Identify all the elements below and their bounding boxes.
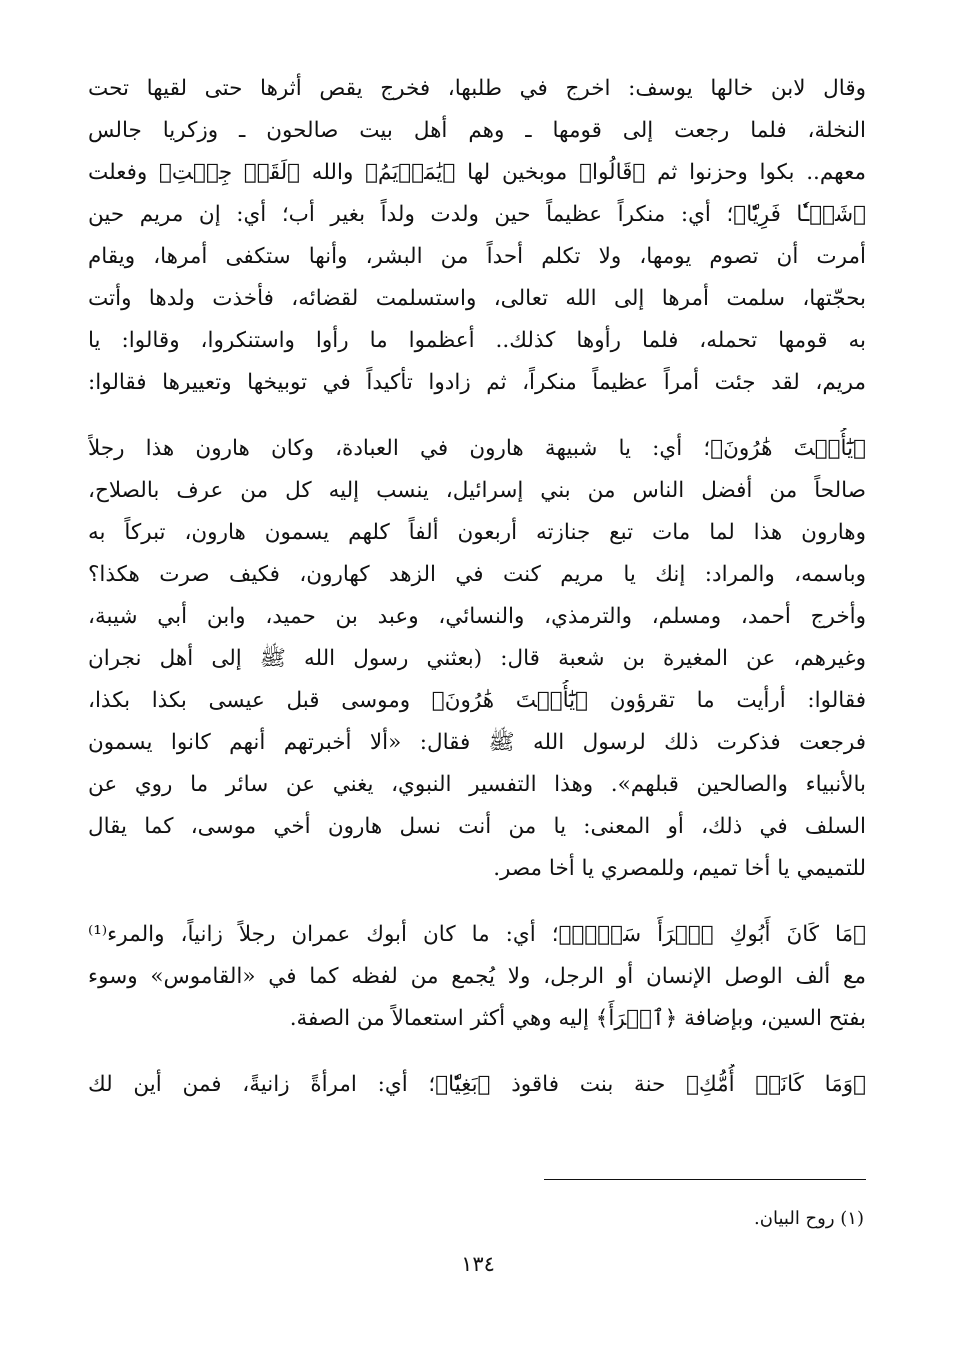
text-line: النخلة، فلما رجعت إلى قومها ـ وهم أهل بيت صالحون ـ وزكريا جالس bbox=[88, 118, 866, 143]
text-line: وغيرهم، عن المغيرة بن شعبة قال: (بعثني رسول الله ﷺ إلى أهل نجران bbox=[88, 646, 866, 671]
paragraph-2 bbox=[88, 428, 866, 890]
text-line: ﴿مَا كَانَ أَبُوكِ ٱمۡرَأَ سَوۡءٖ﴾؛ أي: ما كان أبوك عمران رجلاً زانياً، والمرء⁽¹⁾ bbox=[88, 922, 866, 947]
paragraph-spacer bbox=[88, 890, 866, 914]
text-line: السلف في ذلك، أو المعنى: يا من أنت نسل هارون أخي موسى، كما يقال bbox=[88, 814, 866, 839]
text-line: وأخرج أحمد، ومسلم، والترمذي، والنسائي، وعبد بن حميد، وابن أبي شيبة، bbox=[88, 604, 866, 629]
paragraph-spacer bbox=[88, 404, 866, 428]
text-line: للتميمي يا أخا تميم، وللمصري يا أخا مصر. bbox=[493, 856, 866, 881]
paragraph-4 bbox=[88, 1064, 866, 1106]
text-line: مريم، لقد جئت أمراً عظيماً منكراً، ثم زادوا تأكيداً في توبيخها وتعييرها فقالوا: bbox=[88, 370, 866, 395]
text-line: بالأنبياء والصالحين قبلهم». وهذا التفسير النبوي، يغني عن سائر ما روي عن bbox=[88, 772, 866, 797]
text-line: بفتح السين، وبإضافة ﴿ٱمۡرَأَ﴾ إليه وهي أكثر استعمالاً من الصفة. bbox=[289, 1006, 866, 1031]
page-number: ١٣٤ bbox=[461, 1252, 495, 1276]
text-line: معهم.. بكوا وحزنوا ثم ﴿قَالُوا﴾ موبخين لها ﴿يَٰمَرۡيَمُ﴾ والله ﴿لَقَدۡ جِئۡتِ﴾ وفعلت bbox=[88, 160, 866, 185]
text-line: فقالوا: أرأيت ما تقرؤون ﴿يَٰٓأُخۡتَ هَٰرُونَ﴾ وموسى قبل عيسى بكذا بكذا، bbox=[88, 688, 866, 713]
text-line: أمرت أن تصوم يومها، ولا تكلم أحداً من البشر، وأنها ستكفى أمرها، ويقام bbox=[88, 244, 866, 269]
text-line: بحجّتها، سلمت أمرها إلى الله تعالى، واستسلمت لقضائه، فأخذت ولدها وأتت bbox=[88, 286, 866, 311]
page-body bbox=[88, 68, 866, 1106]
text-line: وقال لابن خالها يوسف: اخرج في طلبها، فخرج يقص أثرها حتى لقيها تحت bbox=[88, 76, 866, 101]
paragraph-3 bbox=[88, 914, 866, 1040]
text-line: ﴿شَيۡـٔٗا فَرِيّٗا﴾؛ أي: منكراً عظيماً حين ولدت ولداً بغير أب؛ أي: إن مريم حين bbox=[88, 202, 866, 227]
paragraph-spacer bbox=[88, 1040, 866, 1064]
text-line: وهارون هذا لما مات تبع جنازته أربعون ألفاً كلهم يسمون هارون، تبركاً به bbox=[88, 520, 866, 545]
text-line: فرجعت فذكرت ذلك لرسول الله ﷺ فقال: «ألا أخبرتهم أنهم كانوا يسمون bbox=[88, 730, 866, 755]
footnote-divider bbox=[544, 1179, 866, 1180]
text-line: به قومها تحمله، فلما رأوها كذلك.. أعظموا ما رأوا واستنكروا، وقالوا: يا bbox=[88, 328, 866, 353]
text-line: وباسمه، والمراد: إنك يا مريم كنت في الزهد كهارون، فكيف صرت هكذا؟ bbox=[88, 562, 866, 587]
text-line: ﴿يَٰٓأُخۡتَ هَٰرُونَ﴾؛ أي: يا شبيهة هارون في العبادة، وكان هارون هذا رجلاً bbox=[88, 436, 866, 461]
text-line: صالحاً من أفضل الناس من بني إسرائيل، ينسب إليه كل من عرف بالصلاح، bbox=[88, 478, 866, 503]
paragraph-1 bbox=[88, 68, 866, 404]
text-line: ﴿وَمَا كَانَتۡ أُمُّكِ﴾ حنة بنت فاقوذ ﴿بَغِيّٗا﴾؛ أي: امرأةً زانيةً، فمن أين لك bbox=[88, 1072, 866, 1097]
footnote: (١) روح البيان. bbox=[754, 1208, 864, 1229]
text-line: مع ألف الوصل الإنسان أو الرجل، ولا يُجمع من لفظه كما في «القاموس» وسوء bbox=[88, 964, 866, 989]
